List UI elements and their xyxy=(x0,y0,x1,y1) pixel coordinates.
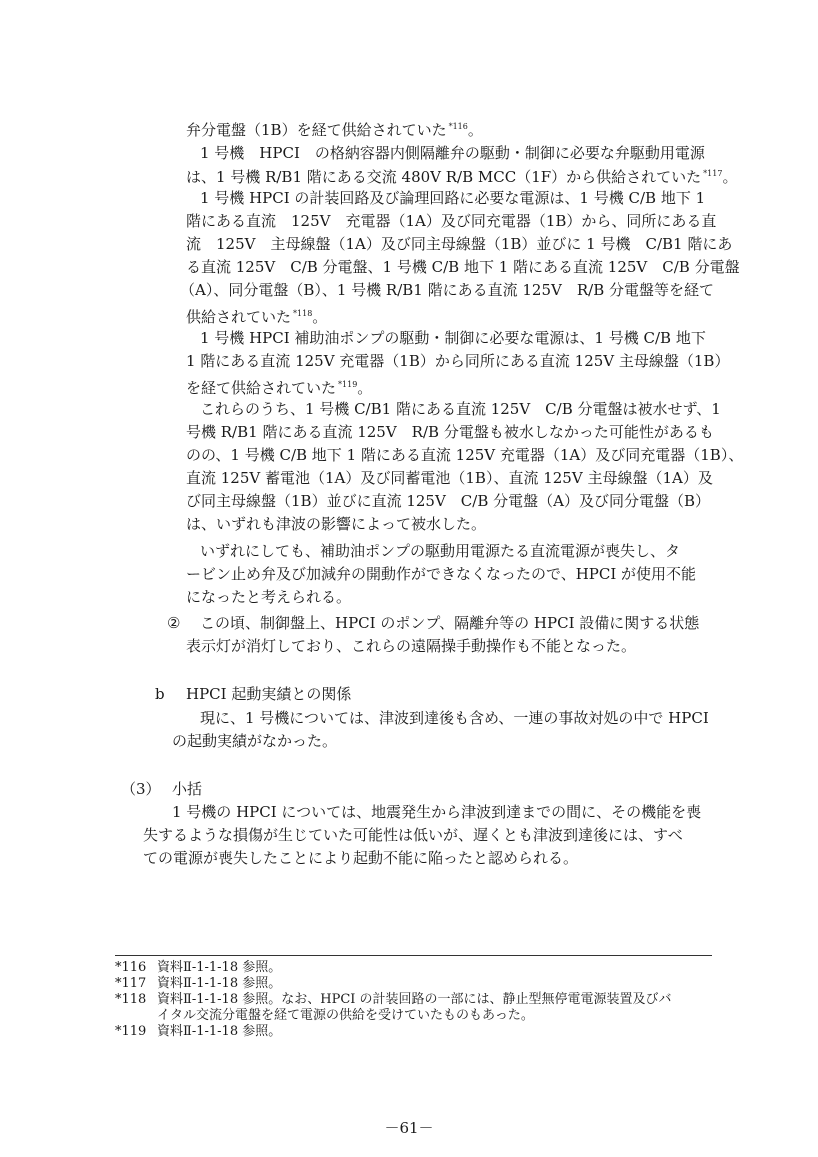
body-line: 1 号機 HPCI 補助油ポンプの駆動・制御に必要な電源は、1 号機 C/B 地下 xyxy=(200,329,706,347)
body-line: 階にある直流 125V 充電器（1A）及び同充電器（1B）から、同所にある直 xyxy=(186,212,717,230)
body-line: 1 階にある直流 125V 充電器（1B）から同所にある直流 125V 主母線盤（1B） xyxy=(186,352,730,370)
footnote xyxy=(115,1024,281,1040)
footnote-text: 資料Ⅱ-1-1-18 参照。なお、HPCI の計装回路の一部には、静止型無停電電源装置及びバ xyxy=(157,992,672,1007)
footnote xyxy=(115,976,281,992)
body-line: 1 号機 HPCI の格納容器内側隔離弁の駆動・制御に必要な弁駆動用電源 xyxy=(200,144,705,162)
list-item-marker: ② xyxy=(167,614,181,632)
body-line: 現に、1 号機については、津波到達後も含め、一連の事故対処の中で HPCI xyxy=(200,709,709,727)
footnote-text: イタル交流分電盤を経て電源の供給を受けていたものもあった。 xyxy=(157,1008,534,1023)
body-line: は、いずれも津波の影響によって被水した。 xyxy=(186,515,487,533)
body-line: る直流 125V C/B 分電盤、1 号機 C/B 地下 1 階にある直流 125V C/B 分電盤 xyxy=(186,258,740,276)
body-line: 直流 125V 蓄電池（1A）及び同蓄電池（1B）、直流 125V 主母線盤（1A）及 xyxy=(186,469,713,487)
body-line: ての電源が喪失したことにより起動不能に陥ったと認められる。 xyxy=(143,849,579,867)
body-line: 表示灯が消灯しており、これらの遠隔操手動操作も不能となった。 xyxy=(186,637,637,655)
body-line: 号機 R/B1 階にある直流 125V R/B 分電盤も被水しなかった可能性があるも xyxy=(186,423,714,441)
footnote-number: *118 xyxy=(115,992,147,1007)
footnote-ref: *117 xyxy=(703,169,723,178)
body-line: の起動実績がなかった。 xyxy=(172,732,338,750)
footnote-number: *116 xyxy=(115,960,147,975)
footnote-number: *117 xyxy=(115,976,147,991)
footnote xyxy=(115,1008,534,1024)
footnote-ref: *116 xyxy=(448,122,468,131)
footnote-text: 資料Ⅱ-1-1-18 参照。 xyxy=(157,976,282,991)
footnote xyxy=(115,992,672,1008)
body-line: これらのうち、1 号機 C/B1 階にある直流 125V C/B 分電盤は被水せず、1 xyxy=(200,400,721,418)
body-line: ービン止め弁及び加減弁の開動作ができなくなったので、HPCI が使用不能 xyxy=(186,565,697,583)
footnote xyxy=(115,960,281,976)
body-line: 供給されていた $^{*118}$。 xyxy=(186,308,328,326)
body-line: になったと考えられる。 xyxy=(186,588,352,606)
body-line: 失するような損傷が生じていた可能性は低いが、遅くとも津波到達後には、すべ xyxy=(143,826,683,844)
page-number: －61－ xyxy=(384,1119,434,1137)
footnote-text: 資料Ⅱ-1-1-18 参照。 xyxy=(157,1024,282,1039)
body-line: を経て供給されていた $^{*119}$。 xyxy=(186,379,373,397)
body-line: いずれにしても、補助油ポンプの駆動用電源たる直流電源が喪失し、タ xyxy=(200,542,681,560)
body-line: この頃、制御盤上、HPCI のポンプ、隔離弁等の HPCI 設備に関する状態 xyxy=(200,614,700,632)
body-line: び同主母線盤（1B）並びに直流 125V C/B 分電盤（A）及び同分電盤（B） xyxy=(186,492,710,510)
section-marker: （3） xyxy=(121,780,161,798)
body-line: のの、1 号機 C/B 地下 1 階にある直流 125V 充電器（1A）及び同充電器（1B）、 xyxy=(186,446,744,464)
body-line: は、1 号機 R/B1 階にある交流 480V R/B MCC（1F）から供給されていた $^{*117}$。 xyxy=(186,168,738,186)
body-line: 1 号機の HPCI については、地震発生から津波到達までの間に、その機能を喪 xyxy=(172,803,702,821)
section-heading: 小括 xyxy=(172,780,203,798)
footnote-text: 資料Ⅱ-1-1-18 参照。 xyxy=(157,960,282,975)
section-heading: HPCI 起動実績との関係 xyxy=(186,685,352,703)
footnote-divider xyxy=(115,955,712,956)
footnote-ref: *118 xyxy=(293,309,313,318)
section-marker: b xyxy=(155,685,165,703)
footnote-number: *119 xyxy=(115,1024,147,1039)
body-line: 流 125V 主母線盤（1A）及び同主母線盤（1B）並びに 1 号機 C/B1 階にあ xyxy=(186,235,733,253)
body-line: （A）、同分電盤（B）、1 号機 R/B1 階にある直流 125V R/B 分電盤等を経て xyxy=(180,281,714,299)
body-line: 1 号機 HPCI の計装回路及び論理回路に必要な電源は、1 号機 C/B 地下 1 xyxy=(200,189,706,207)
body-line: 弁分電盤（1B）を経て供給されていた $^{*116}$。 xyxy=(186,121,483,139)
footnote-ref: *119 xyxy=(338,380,358,389)
